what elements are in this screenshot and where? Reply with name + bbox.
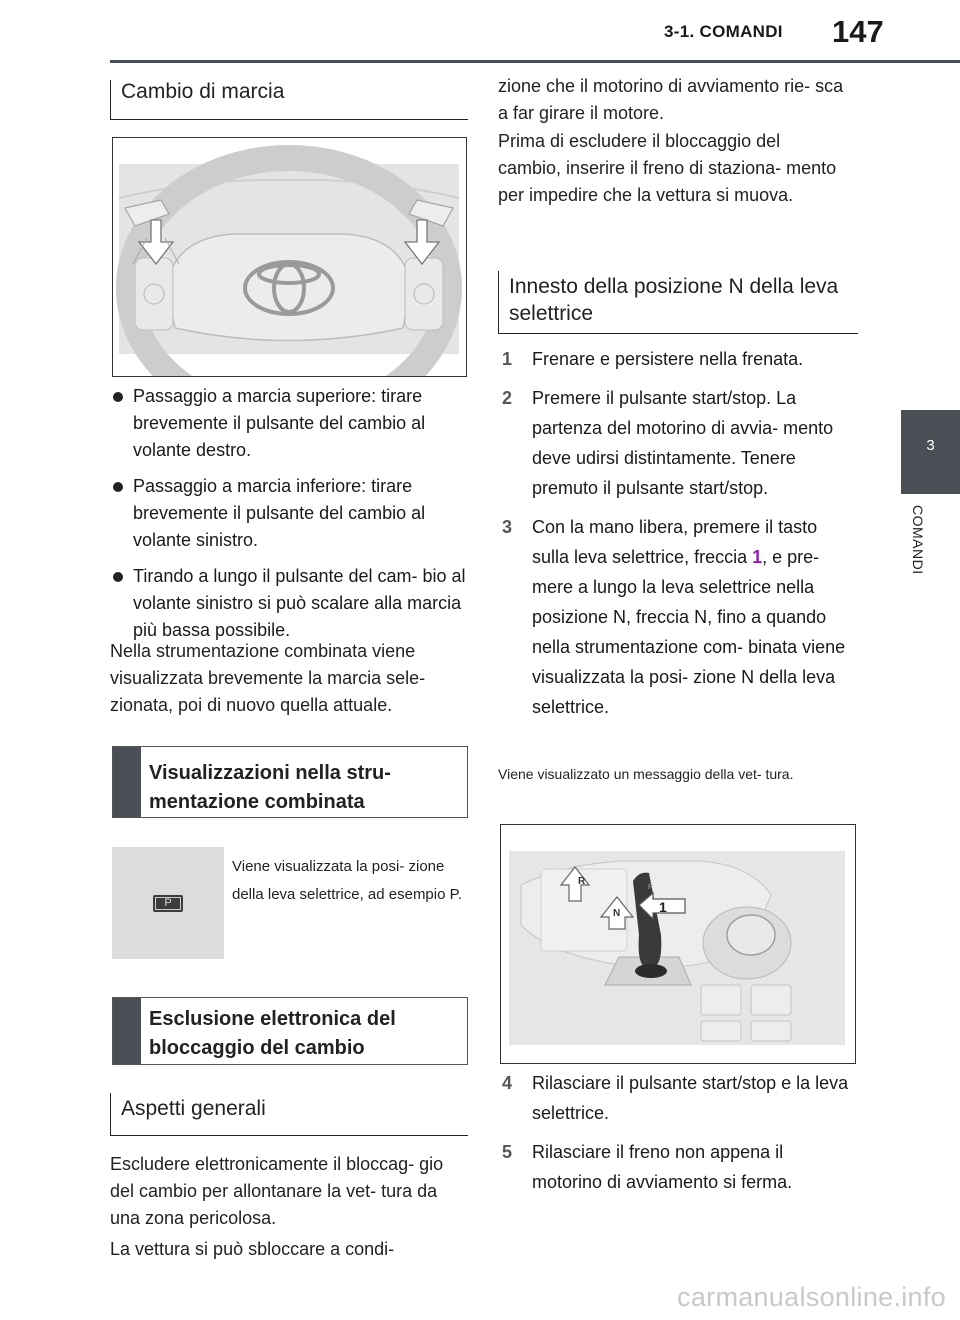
heading-bar <box>113 747 141 817</box>
display-caption: Viene visualizzata la posi- zione della leva selettrice, ad esempio P. <box>232 858 462 903</box>
display-preview <box>112 847 224 959</box>
shift-label-r: R <box>578 876 586 887</box>
gear-selector-illustration <box>501 825 855 1063</box>
steering-wheel-illustration <box>113 138 466 376</box>
bullet-item: Tirando a lungo il pulsante del cam- bio al volante sinistro si può scalare alla marcia più bassa possibile. <box>110 563 468 644</box>
box-heading-unlock-text: Esclusione elettronica del bloccaggio del cambio <box>149 1008 396 1059</box>
shift-label-n: N <box>613 908 621 919</box>
bullet-item: Passaggio a marcia inferiore: tirare brevemente il pulsante del cambio al volante sinistro. <box>110 473 468 554</box>
step-text: Frenare e persistere nella frenata. <box>532 349 804 369</box>
step-item <box>498 344 858 374</box>
step-number: 3 <box>502 517 513 537</box>
heading-bar <box>113 998 141 1064</box>
paragraph-general-1: Escludere elettronicamente il bloccag- gio del cambio per allontanare la vet- tura da una zona pericolosa. <box>110 1154 444 1228</box>
box-heading-display-text: Visualizzazioni nella stru- mentazione combinata <box>149 762 391 813</box>
step-text-pre: Con la mano libera, premere il tasto sulla leva selettrice, freccia <box>532 517 818 567</box>
heading-gearshift: Cambio di marcia <box>110 80 468 120</box>
gear-indicator-symbol: P <box>155 897 181 910</box>
step-number: 5 <box>502 1142 513 1162</box>
paragraph-parking-brake: Prima di escludere il bloccaggio del cambio, inserire il freno di staziona- mento per impedire che la vettura si muova. <box>498 131 837 205</box>
steps-list <box>498 344 858 731</box>
gear-indicator-icon <box>153 895 183 912</box>
step-number: 4 <box>502 1073 513 1093</box>
gearshift-bullets <box>110 383 468 653</box>
figure-steering-wheel <box>112 137 467 377</box>
paragraph-continued: zione che il motorino di avviamento rie- sca a far girare il motore. <box>498 76 844 123</box>
chapter-label: COMANDI <box>910 505 926 575</box>
header-rule <box>110 60 960 63</box>
step-text: Premere il pulsante start/stop. La partenza del motorino di avvia- mento deve udirsi distintamente. Tenere premuto il pulsante start/stop. <box>532 388 834 498</box>
heading-neutral: Innesto della posizione N della leva selettrice <box>498 271 858 334</box>
lever-label-p: P <box>648 884 653 891</box>
heading-general: Aspetti generali <box>110 1093 468 1136</box>
step-text-post: , e pre- mere a lungo la leva selettrice nella posizione N, freccia N, fino a quando nella strumentazione com- binata viene visualizzata la posi- zione N della leva selettrice. <box>532 547 846 717</box>
page-number: 147 <box>832 14 884 49</box>
arrow-1-label: 1 <box>659 899 667 915</box>
step-number: 1 <box>502 349 513 369</box>
step-item <box>498 512 858 722</box>
step-item <box>498 383 858 503</box>
step-item <box>498 1068 858 1128</box>
step-item <box>498 1137 858 1197</box>
watermark: carmanualsonline.info <box>677 1282 946 1312</box>
step-text: Rilasciare il freno non appena il motorino di avviamento si ferma. <box>532 1142 793 1192</box>
figure-gear-selector <box>500 824 856 1064</box>
vehicle-message-note: Viene visualizzato un messaggio della vet- tura. <box>498 766 794 782</box>
bullet-item: Passaggio a marcia superiore: tirare brevemente il pulsante del cambio al volante destro. <box>110 383 468 464</box>
section-title: 3-1. COMANDI <box>664 22 783 41</box>
box-heading-display <box>112 746 468 818</box>
chapter-number: 3 <box>926 437 935 454</box>
steps-list-after <box>498 1068 858 1206</box>
paragraph-display: Nella strumentazione combinata viene visualizzata brevemente la marcia sele- zionata, poi di nuovo quella attuale. <box>110 641 426 715</box>
arrow-reference: 1 <box>752 547 763 567</box>
step-text: Rilasciare il pulsante start/stop e la leva selettrice. <box>532 1073 849 1123</box>
step-number: 2 <box>502 388 513 408</box>
paragraph-general-2: La vettura si può sbloccare a condi- <box>110 1239 395 1259</box>
box-heading-unlock <box>112 997 468 1065</box>
